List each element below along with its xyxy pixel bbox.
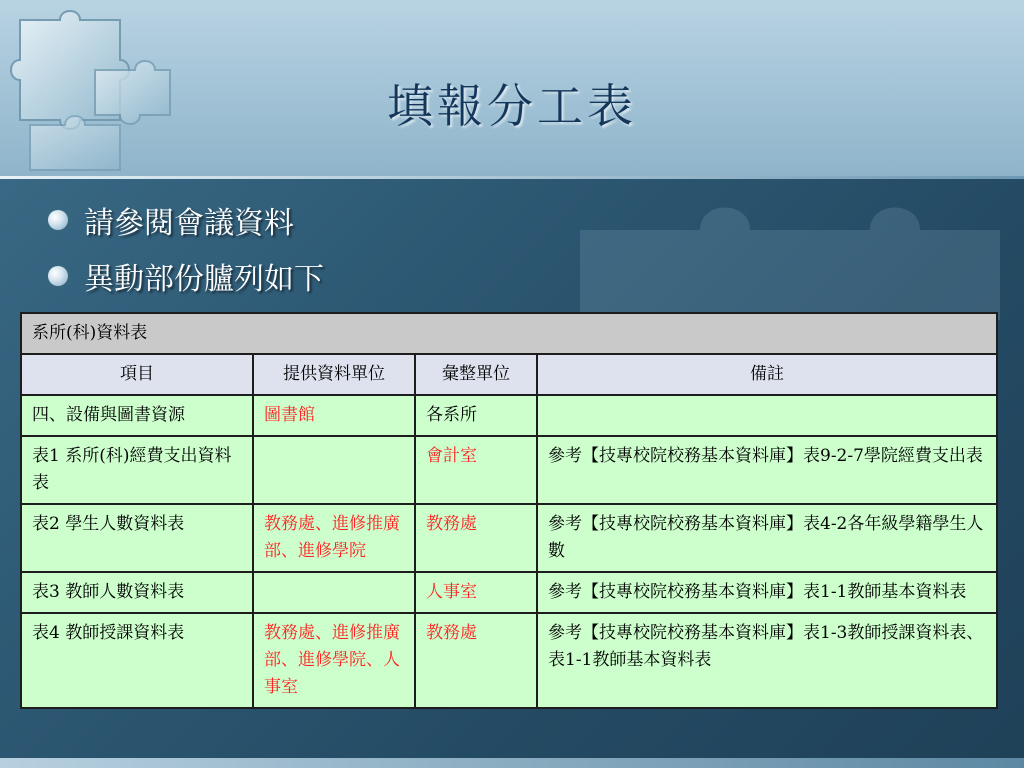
cell-note	[537, 395, 997, 436]
data-table-container	[20, 312, 996, 709]
cell-aggregator: 會計室	[415, 436, 537, 504]
cell-aggregator: 教務處	[415, 613, 537, 708]
bullet-item	[48, 192, 324, 248]
cell-note: 參考【技專校院校務基本資料庫】表4-2各年級學籍學生人數	[537, 504, 997, 572]
table-row	[21, 395, 997, 436]
column-header-aggregator: 彙整單位	[415, 354, 537, 395]
cell-item: 表2 學生人數資料表	[21, 504, 253, 572]
bullet-dot-icon	[48, 210, 68, 230]
cell-provider: 教務處、進修推廣部、進修學院	[253, 504, 415, 572]
cell-item: 四、設備與圖書資源	[21, 395, 253, 436]
bullet-text: 異動部份臚列如下	[84, 262, 324, 297]
bullet-text: 請參閱會議資料	[84, 206, 294, 241]
table-header-row	[21, 354, 997, 395]
cell-item: 表1 系所(科)經費支出資料表	[21, 436, 253, 504]
cell-aggregator: 教務處	[415, 504, 537, 572]
cell-provider: 圖書館	[253, 395, 415, 436]
slide-title: 填報分工表	[387, 79, 637, 133]
bullet-list	[48, 192, 324, 304]
bullet-dot-icon	[48, 266, 68, 286]
column-header-provider: 提供資料單位	[253, 354, 415, 395]
table-row	[21, 504, 997, 572]
cell-provider	[253, 436, 415, 504]
column-header-item: 項目	[21, 354, 253, 395]
cell-item: 表3 教師人數資料表	[21, 572, 253, 613]
background-puzzle-shape	[560, 190, 1020, 330]
column-header-note: 備註	[537, 354, 997, 395]
cell-provider	[253, 572, 415, 613]
cell-provider: 教務處、進修推廣部、進修學院、人事室	[253, 613, 415, 708]
cell-aggregator: 人事室	[415, 572, 537, 613]
cell-note: 參考【技專校院校務基本資料庫】表1-3教師授課資料表、表1-1教師基本資料表	[537, 613, 997, 708]
cell-note: 參考【技專校院校務基本資料庫】表9-2-7學院經費支出表	[537, 436, 997, 504]
table-row	[21, 572, 997, 613]
data-table	[20, 312, 998, 709]
table-caption: 系所(科)資料表	[21, 313, 997, 354]
footer-bar	[0, 758, 1024, 768]
table-caption-row	[21, 313, 997, 354]
cell-item: 表4 教師授課資料表	[21, 613, 253, 708]
table-row	[21, 613, 997, 708]
bullet-item	[48, 248, 324, 304]
table-row	[21, 436, 997, 504]
cell-aggregator: 各系所	[415, 395, 537, 436]
cell-note: 參考【技專校院校務基本資料庫】表1-1教師基本資料表	[537, 572, 997, 613]
